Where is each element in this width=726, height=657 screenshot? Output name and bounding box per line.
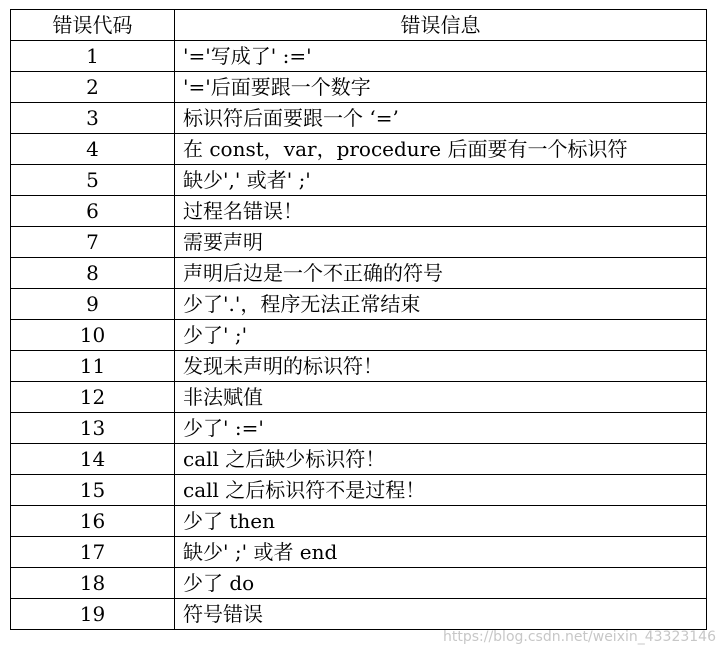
error-code-cell: 14 (11, 444, 175, 475)
table-row (11, 444, 707, 475)
table-row (11, 227, 707, 258)
error-code-cell: 7 (11, 227, 175, 258)
error-message-cell: 标识符后面要跟一个 ‘=’ (175, 103, 707, 134)
error-message-cell: call 之后缺少标识符！ (175, 444, 707, 475)
table-header-row (11, 10, 707, 41)
table-row (11, 72, 707, 103)
error-code-cell: 2 (11, 72, 175, 103)
error-message-cell: 缺少',' 或者' ;' (175, 165, 707, 196)
error-message-cell: 缺少' ;' 或者 end (175, 537, 707, 568)
error-code-cell: 18 (11, 568, 175, 599)
table-row (11, 506, 707, 537)
table-row (11, 103, 707, 134)
error-code-cell: 5 (11, 165, 175, 196)
error-code-cell: 6 (11, 196, 175, 227)
error-code-cell: 11 (11, 351, 175, 382)
table-body (11, 41, 707, 630)
table-row (11, 568, 707, 599)
table-row (11, 413, 707, 444)
error-code-cell: 12 (11, 382, 175, 413)
error-message-cell: 发现未声明的标识符！ (175, 351, 707, 382)
error-code-cell: 15 (11, 475, 175, 506)
error-code-cell: 19 (11, 599, 175, 630)
table-row (11, 134, 707, 165)
table-row (11, 382, 707, 413)
error-code-cell: 3 (11, 103, 175, 134)
error-message-cell: 符号错误 (175, 599, 707, 630)
error-message-cell: 在 const，var，procedure 后面要有一个标识符 (175, 134, 707, 165)
table-row (11, 258, 707, 289)
error-code-cell: 16 (11, 506, 175, 537)
error-code-cell: 10 (11, 320, 175, 351)
error-code-cell: 4 (11, 134, 175, 165)
error-message-cell: '='写成了' :=' (175, 41, 707, 72)
error-code-cell: 13 (11, 413, 175, 444)
table-row (11, 165, 707, 196)
error-message-cell: 少了' :=' (175, 413, 707, 444)
table-row (11, 599, 707, 630)
error-message-cell: 少了 then (175, 506, 707, 537)
error-message-cell: 非法赋值 (175, 382, 707, 413)
error-code-table (10, 9, 707, 630)
error-table-container (10, 9, 707, 630)
error-message-cell: call 之后标识符不是过程！ (175, 475, 707, 506)
header-error-code: 错误代码 (11, 10, 175, 41)
error-message-cell: 过程名错误！ (175, 196, 707, 227)
error-code-cell: 9 (11, 289, 175, 320)
table-row (11, 41, 707, 72)
error-message-cell: 需要声明 (175, 227, 707, 258)
table-row (11, 289, 707, 320)
table-row (11, 196, 707, 227)
table-row (11, 537, 707, 568)
error-message-cell: 声明后边是一个不正确的符号 (175, 258, 707, 289)
error-message-cell: '='后面要跟一个数字 (175, 72, 707, 103)
error-code-cell: 8 (11, 258, 175, 289)
error-message-cell: 少了 do (175, 568, 707, 599)
error-message-cell: 少了' ;' (175, 320, 707, 351)
table-row (11, 351, 707, 382)
header-error-message: 错误信息 (175, 10, 707, 41)
error-message-cell: 少了'.'，程序无法正常结束 (175, 289, 707, 320)
table-row (11, 320, 707, 351)
table-row (11, 475, 707, 506)
error-code-cell: 17 (11, 537, 175, 568)
watermark: https://blog.csdn.net/weixin_43323146 (442, 629, 716, 645)
error-code-cell: 1 (11, 41, 175, 72)
